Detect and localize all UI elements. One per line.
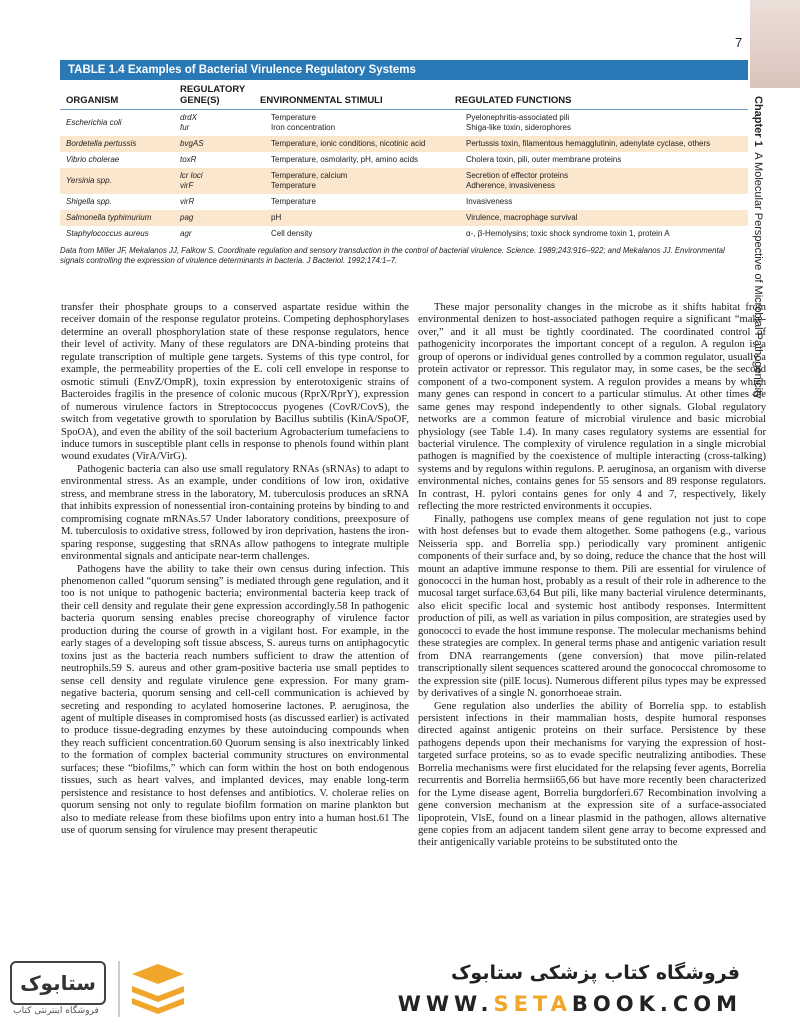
url-accent: SETA xyxy=(493,992,572,1016)
cell-organism: Vibrio cholerae xyxy=(66,155,120,164)
table-title: TABLE 1.4 Examples of Bacterial Virulence Regulatory Systems xyxy=(60,60,748,80)
body-paragraph: Pathogenic bacteria can also use small regulatory RNAs (sRNAs) to adapt to environmental stress. As an example, under conditions of low iron, oxidative stress, and membrane stress in the laboratory, M. tuberculosis produces an sRNA that inhibits expression of nonessential iron-containing proteins by binding to and compromising cognate mRNAs.57 Under laboratory conditions, preexposure of M. tuberculosis to oxidative stress, followed by iron deprivation, hastens the iron-sparing response, suggesting that sRNAs allow pathogens to integrate multiple environmental signals and anticipate near-term challenges. xyxy=(61,463,409,563)
divider xyxy=(118,961,120,1017)
cell-organism: Shigella spp. xyxy=(66,197,112,206)
body-paragraph: transfer their phosphate groups to a conserved aspartate residue within the receiver domain of the response regulator proteins. Competing dephosphorylases determine an overall phosphorylation state of these response regulators, hence their level of activity. Many of these regulators are DNA-binding proteins that regulate transcription of multiple gene targets. Systems of this type control, for example, the permeability properties of the E. coli cell envelope in response to osmotic stimuli (EnvZ/OmpR), toxin expression by enterotoxigenic strains of Bacteroides fragilis in the presence of colonic mucous (RprX/RprY), expression of numerous virulence factors in Streptococcus pyogenes (CovR/CovS), the switch from vegetative growth to sporulation by Bacillus subtilis (KinA/SpoOF, SpoOA), and even the ability of the soil bacterium Agrobacterium tumefaciens to induce tumors in susceptible plant cells in response to phenols found within plant wound exudates (VirA/VirG). xyxy=(61,302,409,463)
table-row xyxy=(60,210,748,226)
cell-genes: bvgAS xyxy=(180,139,204,148)
cell-functions: Virulence, macrophage survival xyxy=(466,213,578,222)
cell-functions: α-, β-Hemolysins; toxic shock syndrome toxin 1, protein A xyxy=(466,229,670,238)
table-source-note: Data from Miller JF, Mekalanos JJ, Falkow S. Coordinate regulation and sensory transduction in the control of bacterial virulence. Science. 1989;243:916–922; and Mekalanos JJ. Environmental signals controlling the expression of virulence determinants in bacteria. J Bacteriol. 1992;174:1–7. xyxy=(60,246,725,265)
cell-stimuli: Temperature Iron concentration xyxy=(271,113,336,132)
cell-genes: drdX fur xyxy=(180,113,197,132)
cell-genes: toxR xyxy=(180,155,197,164)
table-row xyxy=(60,168,748,194)
table-row xyxy=(60,110,748,136)
body-paragraph: Gene regulation also underlies the ability of Borrelia spp. to establish persistent infections in their mammalian hosts, despite humoral responses directed against antigenic proteins on their surface. Persistence by these pathogens depends upon their mechanisms for varying the expression of host-targeted surface proteins, so as to evade specific neutralizing antibodies. These Borrelia mechanisms were first elucidated for the relapsing fever agents, Borrelia recurrentis and Borrelia hermsii65,66 but have more recently been characterized for the Lyme disease agent, Borrelia burgdorferi.67 Recombination involving a gene conversion mechanism at the expression site of a surface-associated lipoprotein, VlsE, found on a linear plasmid in the pathogen, allows alternative gene copies from an adjacent tandem silent gene array to become expressed and their antigenically variable proteins to be substituted onto the xyxy=(418,700,766,849)
cell-organism: Yersinia spp. xyxy=(66,176,112,185)
cell-organism: Staphylococcus aureus xyxy=(66,229,149,238)
table-row xyxy=(60,152,748,168)
cell-genes: pag xyxy=(180,213,194,222)
cell-stimuli: Temperature, osmolarity, pH, amino acids xyxy=(271,155,419,164)
cell-functions: Cholera toxin, pili, outer membrane proteins xyxy=(466,155,622,164)
cell-stimuli: pH xyxy=(271,213,282,222)
publisher-footer xyxy=(0,946,800,1023)
table-header xyxy=(60,80,748,110)
header-regulatory-genes: REGULATORY GENE(S) xyxy=(180,84,246,106)
header-organism: ORGANISM xyxy=(66,95,119,106)
cell-organism: Salmonella typhimurium xyxy=(66,213,152,222)
logo-subtitle: فروشگاه اینترنتی کتاب xyxy=(13,1006,99,1016)
cell-functions: Pertussis toxin, filamentous hemagglutinin, adenylate cyclase, others xyxy=(466,139,711,148)
header-regulated-functions: REGULATED FUNCTIONS xyxy=(455,95,572,106)
chapter-label: Chapter 1 xyxy=(752,96,764,147)
table-row xyxy=(60,194,748,210)
chapter-title: A Molecular Perspective of Microbial Pathogenicity xyxy=(752,152,764,399)
body-paragraph: Finally, pathogens use complex means of gene regulation not just to cope with host defenses but to evade them altogether. Some pathogens (e.g., various Neisseria spp. and Borrelia spp.) periodically vary prominent antigenic components of their surface and, by so doing, reduce the chance that the host will mount an adaptive immune response to them. Pili are essential for virulence of gonococci in the human host, probably as a result of their role in adherence to the mucosal target surface.63,64 But pili, like many bacterial virulence determinants, also elicit specific local and systemic host antibody responses. Intermittent production of pili, as well as variation in pilus composition, are strategies used by gonococci to evade the host immune response. The molecular mechanisms behind these strategies are complex. In general terms phase and antigenic variation result from DNA rearrangements (gene conversion) that move pilin-related transcriptionally silent sequences scattered around the gonococcal chromosome to the expression site (pilE locus). Numerous different pilus types may be expressed by derivatives of a single N. gonorrhoeae strain. xyxy=(418,513,766,700)
cell-functions: Pyelonephritis-associated pili Shiga-like toxin, siderophores xyxy=(466,113,571,132)
cell-stimuli: Temperature, ionic conditions, nicotinic acid xyxy=(271,139,426,148)
cell-genes: virR xyxy=(180,197,195,206)
body-paragraph: These major personality changes in the microbe as it shifts habitat from environmental denizen to host-associated pathogen require a significant “make-over,” and it all must be tightly coordinated. The coordinated control of pathogenicity incorporates the important concept of a regulon. A regulon is a group of operons or individual genes controlled by a common regulator, usually a protein activator or repressor. This regulator may, in some cases, be the second component of a two-component system. A regulon provides a means by which many genes can respond in concert to a particular stimulus. At other times the same genes may respond independently to other signals. Global regulatory networks are a common feature of microbial virulence and basic microbial physiology (see Table 1.4). In many cases regulatory systems are essential for bacterial virulence. The complexity of virulence regulation in a single microbial pathogen is magnified by the coexistence of multiple interacting (cross-talking) systems and by regulons within regulons. P. aeruginosa, an organism with diverse environmental niches, contains genes for 55 sensors and 89 response regulators. In contrast, H. pylori contains genes for only 4 and 7, respectively, likely reflecting the more restricted environments it occupies. xyxy=(418,302,766,513)
book-stack-icon xyxy=(128,962,188,1016)
cell-genes: agr xyxy=(180,229,192,238)
shop-url[interactable] xyxy=(398,992,742,1016)
body-paragraph: Pathogens have the ability to take their own census during infection. This phenomenon called “quorum sensing” is mediated through gene regulation, and it too is not unique to pathogenic bacteria; environmental bacteria keep track of their cell density and regulate their gene expression accordingly.58 In pathogenic bacteria quorum sensing enables precise choreography of virulence factor production during the course of growth in a vigilant host. For example, in the early stages of a developing soft tissue abscess, S. aureus turns on antiphagocytic toxins just as the bacteria reach numbers sufficient to draw the attention of neutrophils.59 S. aureus and other gram-positive bacteria use small peptides to sense cell density and regulate virulence gene expression. For many gram-negative bacteria, quorum sensing and cell-cell communication is achieved by secreting and responding to acylated homoserine lactones. P. aeruginosa, the agent of multiple diseases in compromised hosts (as discussed earlier) is activated to produce tissue-degrading enzymes by these autoinducing compounds when they reach sufficient concentration.60 Quorum sensing is also inextricably linked to the formation of complex bacterial community structures on environmental surfaces; these “biofilms,” which can form within the host on both endogenous tissues, such as heart valves, and implanted devices, may enable long-term persistence and resistance to host defenses and antibiotics. V. cholerae relies on quorum sensing not only to regulate biofilm formation on marine plankton but also to mediate release from these biofilms upon entry into a human host.61 The use of quorum sensing for virulence may present therapeutic xyxy=(61,563,409,837)
url-suffix: BOOK.COM xyxy=(571,992,742,1016)
shop-name: فروشگاه کتاب پزشکی ستابوک xyxy=(450,962,740,984)
cell-stimuli: Temperature, calcium Temperature xyxy=(271,171,348,190)
cell-stimuli: Temperature xyxy=(271,197,316,206)
header-environmental-stimuli: ENVIRONMENTAL STIMULI xyxy=(260,95,383,106)
cell-organism: Bordetella pertussis xyxy=(66,139,137,148)
table-body xyxy=(60,110,748,242)
right-column xyxy=(418,302,766,850)
cell-genes: lcr loci virF xyxy=(180,171,203,190)
url-prefix: WWW. xyxy=(397,992,494,1016)
virulence-table xyxy=(60,60,748,266)
setabook-logo: ستابوک xyxy=(10,961,106,1005)
page-number: 7 xyxy=(735,35,743,50)
cell-organism: Escherichia coli xyxy=(66,118,122,127)
page-corner-decoration xyxy=(750,0,800,88)
cell-functions: Secretion of effector proteins Adherence, invasiveness xyxy=(466,171,569,190)
table-row xyxy=(60,226,748,242)
cell-functions: Invasiveness xyxy=(466,197,513,206)
table-row xyxy=(60,136,748,152)
cell-stimuli: Cell density xyxy=(271,229,313,238)
left-column xyxy=(61,302,409,837)
